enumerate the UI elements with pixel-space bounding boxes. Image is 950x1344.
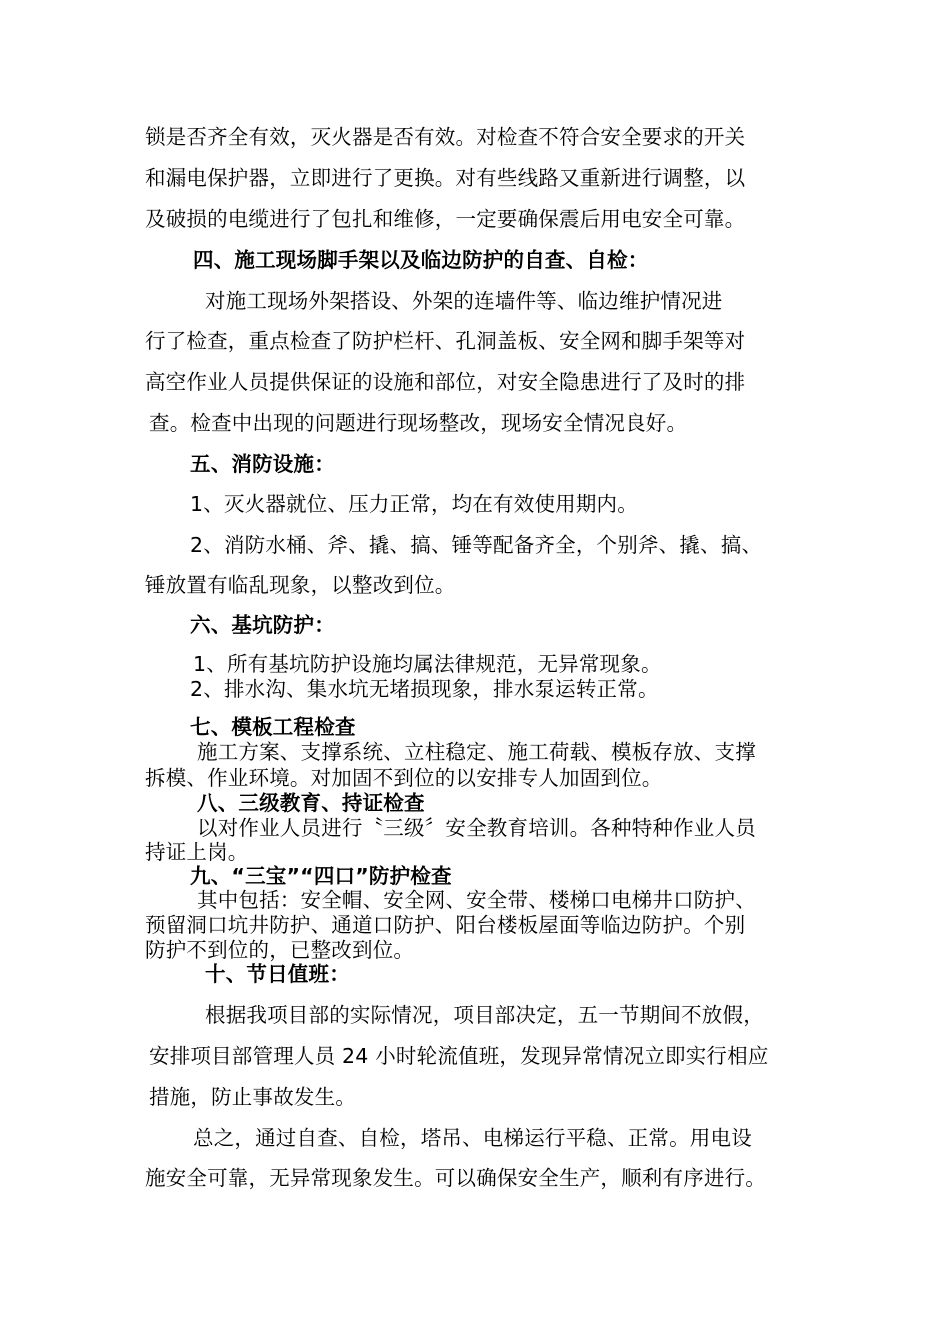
list-item: 2、排水沟、集水坑无堵损现象，排水泵运转正常。 <box>190 677 659 701</box>
paragraph-line: 和漏电保护器，立即进行了更换。对有些线路又重新进行调整，以 <box>145 166 746 190</box>
paragraph-line: 持证上岗。 <box>145 840 249 864</box>
paragraph-line: 高空作业人员提供保证的设施和部位，对安全隐患进行了及时的排 <box>145 370 746 394</box>
paragraph-line: 总之，通过自查、自检，塔吊、电梯运行平稳、正常。用电设 <box>193 1126 752 1150</box>
paragraph-line: 预留洞口坑井防护、通道口防护、阳台楼板屋面等临边防护。个别 <box>145 913 746 937</box>
section-heading-4: 四、施工现场脚手架以及临边防护的自查、自检： <box>193 248 649 272</box>
paragraph-line: 拆模、作业环境。对加固不到位的以安排专人加固到位。 <box>145 766 663 790</box>
section-heading-9: 九、“三宝”“四口”防护检查 <box>190 864 452 888</box>
paragraph-line: 及破损的电缆进行了包扎和维修，一定要确保震后用电安全可靠。 <box>145 207 746 231</box>
paragraph-line: 根据我项目部的实际情况，项目部决定，五一节期间不放假， <box>205 1003 764 1027</box>
paragraph-line: 以对作业人员进行〝三级〞安全教育培训。各种特种作业人员 <box>197 816 756 840</box>
paragraph-line: 防护不到位的，已整改到位。 <box>145 938 415 962</box>
section-heading-5: 五、消防设施： <box>190 452 335 476</box>
section-heading-8: 八、三级教育、持证检查 <box>197 791 425 815</box>
paragraph-line: 查。检查中出现的问题进行现场整改，现场安全情况良好。 <box>149 411 688 435</box>
paragraph-line: 其中包括：安全帽、安全网、安全带、楼梯口电梯井口防护、 <box>197 888 756 912</box>
paragraph-line: 锤放置有临乱现象，以整改到位。 <box>145 573 456 597</box>
paragraph-line: 施工方案、支撑系统、立柱稳定、施工荷载、模板存放、支撑 <box>197 740 756 764</box>
paragraph-line: 安排项目部管理人员 24 小时轮流值班，发现异常情况立即实行相应 <box>149 1044 769 1068</box>
paragraph-line: 行了检查，重点检查了防护栏杆、孔洞盖板、安全网和脚手架等对 <box>145 329 746 353</box>
section-heading-10: 十、节日值班： <box>205 962 350 986</box>
section-heading-6: 六、基坑防护： <box>190 613 335 637</box>
list-item: 1、所有基坑防护设施均属法律规范，无异常现象。 <box>193 652 662 676</box>
list-item: 2、消防水桶、斧、撬、搞、锤等配备齐全，个别斧、撬、搞、 <box>190 533 763 557</box>
paragraph-line: 锁是否齐全有效，灭火器是否有效。对检查不符合安全要求的开关 <box>145 125 746 149</box>
list-item: 1、灭火器就位、压力正常，均在有效使用期内。 <box>190 492 638 516</box>
paragraph-line: 施安全可靠，无异常现象发生。可以确保安全生产，顺利有序进行。 <box>145 1166 766 1190</box>
paragraph-line: 对施工现场外架搭设、外架的连墙件等、临边维护情况进 <box>205 289 723 313</box>
section-heading-7: 七、模板工程检查 <box>190 715 356 739</box>
paragraph-line: 措施，防止事故发生。 <box>149 1085 356 1109</box>
